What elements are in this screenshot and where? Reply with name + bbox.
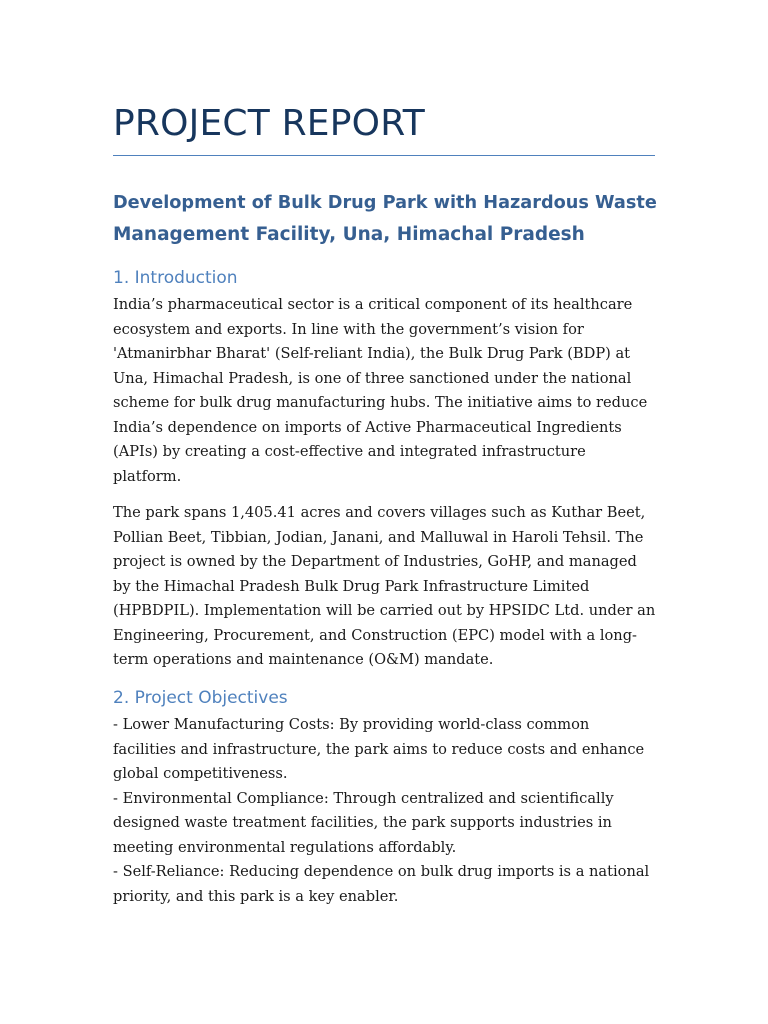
subtitle-line: Management Facility, Una, Himachal Pradesh [113,224,585,245]
text-line: ecosystem and exports. In line with the government’s vision for [113,320,584,338]
text-line: facilities and infrastructure, the park aims to reduce costs and enhance [113,740,645,758]
text-line: (APIs) by creating a cost-effective and integrated infrastructure [113,443,586,460]
text-line: The park spans 1,405.41 acres and covers villages such as Kuthar Beet, [113,504,646,521]
text-line: Engineering, Procurement, and Construction (EPC) model with a long- [113,626,637,644]
text-line: - Lower Manufacturing Costs: By providing world-class common [113,716,590,733]
section-heading-project-objectives: 2. Project Objectives [113,688,288,708]
objectives-list [113,713,658,909]
text-line: India’s pharmaceutical sector is a critical component of its healthcare [113,296,633,313]
text-line: meeting environmental regulations affordably. [113,838,457,856]
text-line: (HPBDPIL). Implementation will be carried out by HPSIDC Ltd. under an [113,602,656,619]
introduction-paragraph-2 [113,501,658,673]
introduction-paragraph-1 [113,293,658,489]
section-heading-introduction: 1. Introduction [113,268,238,288]
title-divider [113,155,655,156]
text-line: priority, and this park is a key enabler. [113,887,399,905]
document-subtitle [113,187,658,251]
text-line: platform. [113,467,182,485]
text-line: Pollian Beet, Tibbian, Jodian, Janani, and Malluwal in Haroli Tehsil. The [113,528,644,546]
text-line: - Environmental Compliance: Through centralized and scientifically [113,789,614,807]
text-line: term operations and maintenance (O&M) mandate. [113,651,494,668]
text-line: India’s dependence on imports of Active Pharmaceutical Ingredients [113,418,622,436]
subtitle-line: Development of Bulk Drug Park with Hazardous Waste [113,193,657,213]
text-line: designed waste treatment facilities, the park supports industries in [113,814,612,831]
text-line: - Self-Reliance: Reducing dependence on bulk drug imports is a national [113,863,650,880]
text-line: scheme for bulk drug manufacturing hubs. The initiative aims to reduce [113,394,648,411]
text-line: Una, Himachal Pradesh, is one of three sanctioned under the national [113,369,632,387]
text-line: global competitiveness. [113,765,288,782]
text-line: by the Himachal Pradesh Bulk Drug Park Infrastructure Limited [113,577,590,595]
text-line: project is owned by the Department of Industries, GoHP, and managed [113,553,637,570]
document-title: PROJECT REPORT [113,103,425,144]
text-line: 'Atmanirbhar Bharat' (Self-reliant India), the Bulk Drug Park (BDP) at [113,345,631,362]
